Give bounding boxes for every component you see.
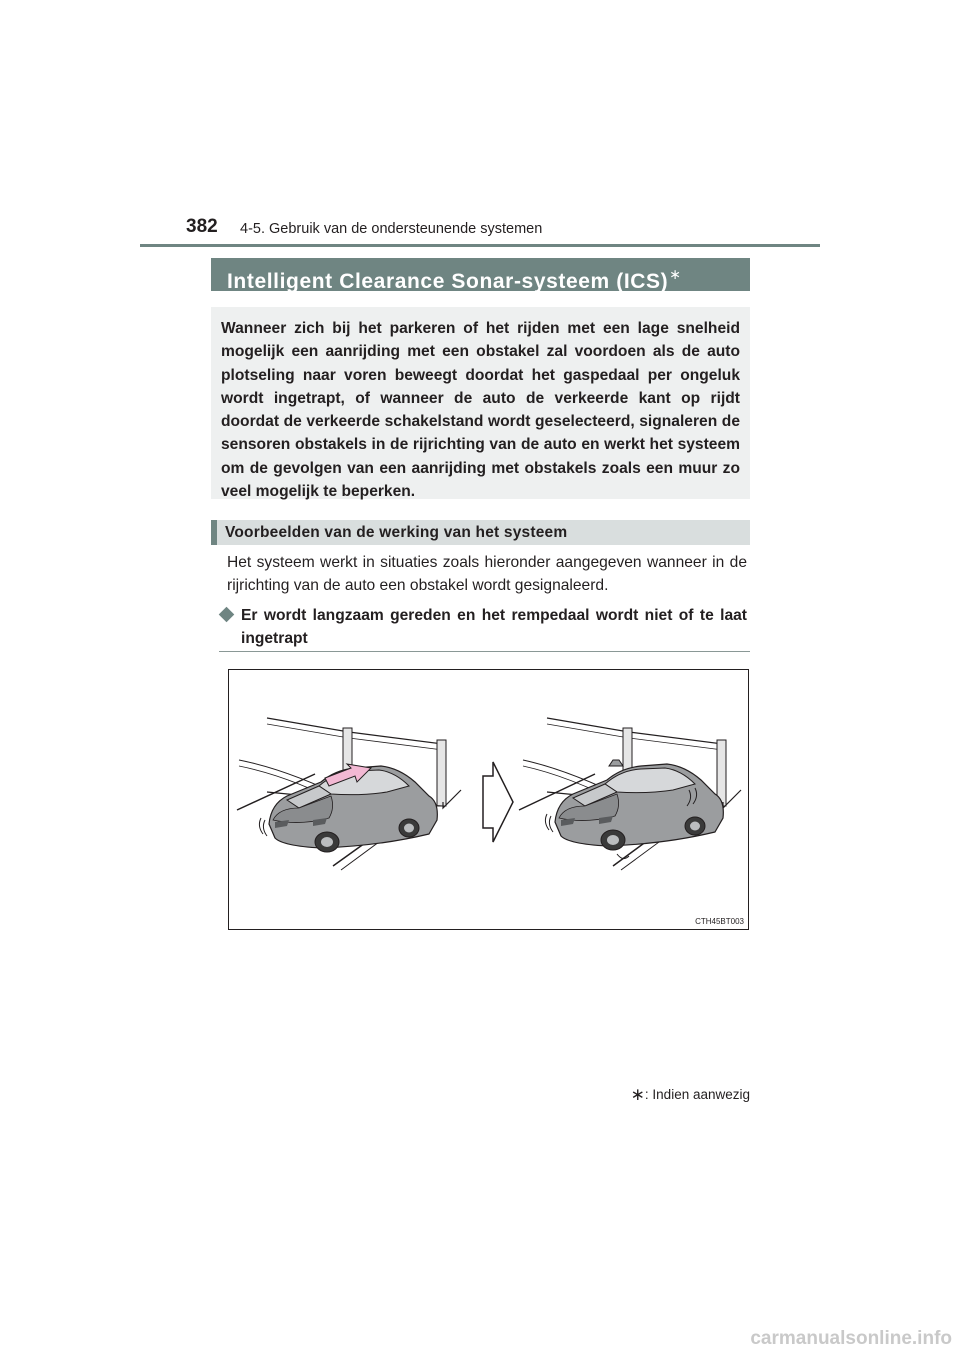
watermark: carmanualsonline.info: [750, 1328, 952, 1349]
scene-before: [237, 718, 461, 870]
section-header: 4-5. Gebruik van de ondersteunende systemen: [240, 221, 543, 237]
transition-arrow-icon: [483, 762, 513, 842]
scene-after: [519, 718, 741, 870]
footnote-marker: ∗: [630, 1085, 645, 1104]
subheading: [211, 520, 750, 545]
page-title: [211, 258, 750, 291]
subheading-text: Voorbeelden van de werking van het systeem: [225, 524, 568, 541]
header-rule: [140, 244, 820, 247]
bullet-rule: [219, 651, 750, 652]
diamond-bullet-icon: [219, 607, 235, 623]
footnote-text: : Indien aanwezig: [644, 1087, 750, 1102]
intro-box: [211, 307, 750, 499]
parking-illustration: [229, 670, 748, 929]
bullet-text: Er wordt langzaam gereden en het rempedaal wordt niet of te laat ingetrapt: [241, 607, 747, 648]
bullet-item: [219, 604, 747, 651]
body-text: Het systeem werkt in situaties zoals hieronder aangegeven wanneer in de rijrichting van de auto een obstakel wordt gesignaleerd.: [227, 554, 747, 595]
page-number: 382: [186, 216, 218, 237]
optional-marker: ∗: [669, 266, 682, 282]
page-title-text: Intelligent Clearance Sonar-systeem (ICS): [227, 270, 669, 293]
footnote: [631, 1085, 750, 1105]
intro-text: Wanneer zich bij het parkeren of het rijden met een lage snelheid mogelijk een aanrijding met een obstakel zal voordoen als de auto plotseling naar voren beweegt doordat het gaspedaal per ongeluk wordt ingetrapt, of wanneer de auto de verkeerde kant op rijdt doordat de verkeerde schakelstand wordt geselecteerd, signaleren de sensoren obstakels in de rijrichting van de auto en werkt het systeem om de gevolgen van een aanrijding met obstakels zoals een muur zo veel mogelijk te beperken.: [221, 320, 740, 501]
figure-code: CTH45BT003: [695, 917, 744, 926]
illustration-figure: [228, 669, 749, 930]
subheading-accent: [211, 520, 217, 545]
